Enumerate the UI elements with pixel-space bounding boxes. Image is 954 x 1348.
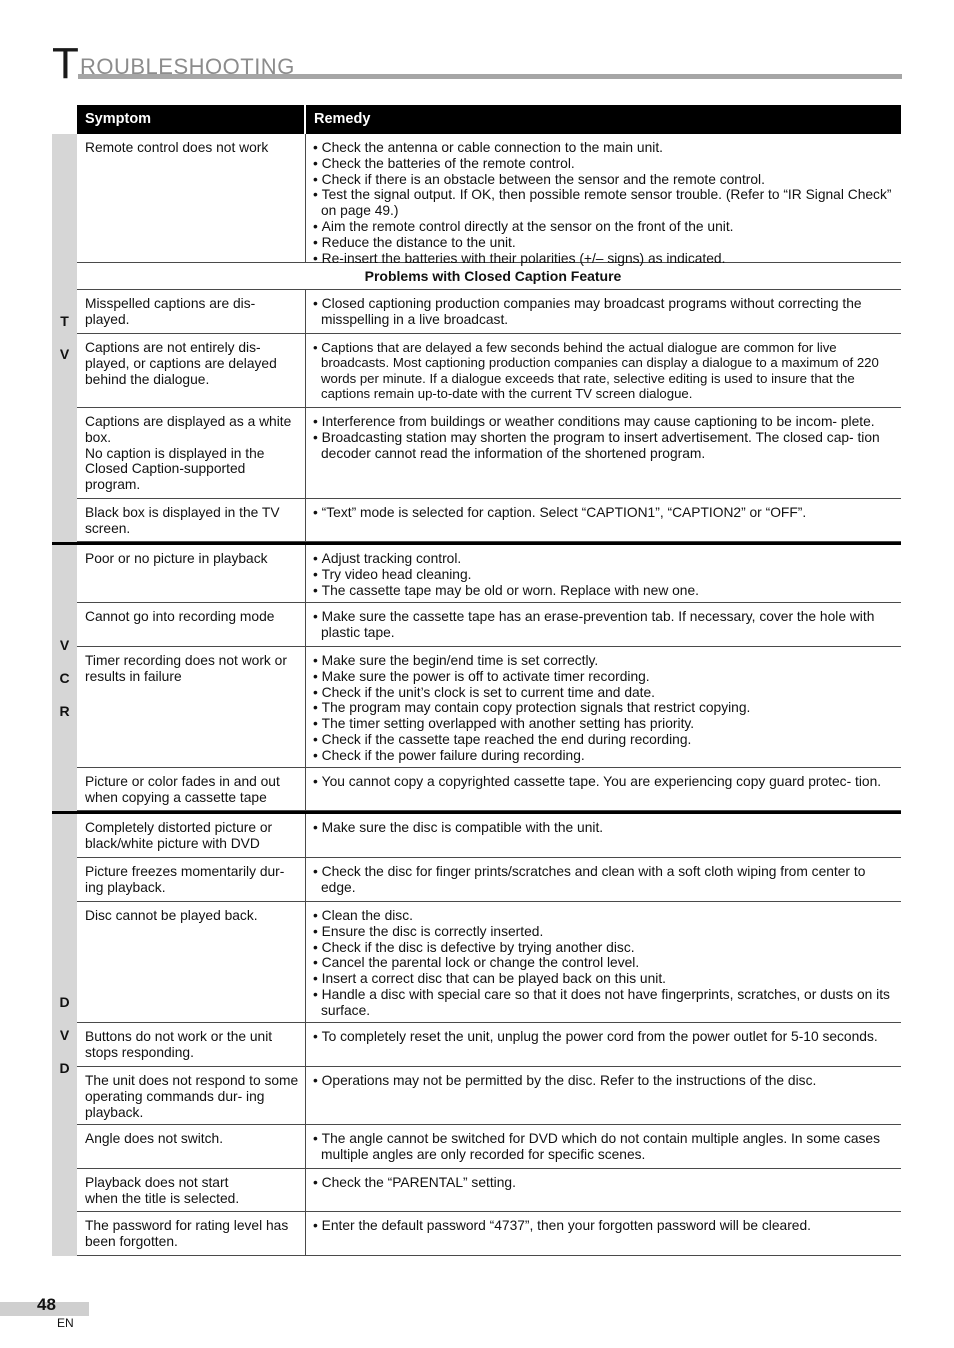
remedy-column-header: Remedy (314, 111, 371, 127)
table-row (77, 334, 901, 408)
remedy-item: • Make sure the power is off to activate timer recording. (313, 669, 895, 685)
symptom-cell (77, 858, 306, 901)
symptom-text: Remote control does not work (85, 140, 269, 155)
symptom-text: Buttons do not work or the unit stops responding. (85, 1029, 273, 1060)
remedy-list (313, 653, 895, 764)
table-row (77, 499, 901, 542)
section-side-letter: D (59, 993, 70, 1010)
symptom-text: Playback does not start (85, 1175, 229, 1190)
symptom-text: Disc cannot be played back. (85, 908, 258, 923)
remedy-cell (306, 334, 901, 407)
section-side-letter: D (59, 1059, 70, 1076)
remedy-item: • Broadcasting station may shorten the program to insert advertisement. The closed cap- tion decoder cannot read the information of the shortened program. (313, 430, 895, 462)
symptom-cell (77, 647, 306, 767)
remedy-cell (306, 1125, 901, 1168)
section-side-letter: T (60, 313, 69, 329)
symptom-cell (77, 768, 306, 810)
remedy-cell (306, 902, 901, 1022)
remedy-cell (306, 1067, 901, 1124)
remedy-cell (306, 134, 901, 266)
remedy-item: • Make sure the disc is compatible with the unit. (313, 820, 895, 836)
table-row (77, 408, 901, 499)
remedy-list (313, 551, 895, 598)
section-rows (77, 134, 901, 542)
remedy-item: • Try video head cleaning. (313, 567, 895, 583)
remedy-list (313, 340, 895, 401)
table-row (77, 647, 901, 768)
remedy-item: • Interference from buildings or weather conditions may cause captioning to be incom- plete. (313, 414, 895, 430)
symptom-cell (77, 603, 306, 646)
symptom-text: The password for rating level has been forgotten. (85, 1218, 289, 1249)
symptom-text: No caption is displayed in the Closed Caption-supported program. (85, 445, 265, 493)
remedy-item: • The angle cannot be switched for DVD which do not contain multiple angles. In some cases multiple angles are only recorded for specific scenes. (313, 1131, 895, 1163)
remedy-item: • Make sure the begin/end time is set correctly. (313, 653, 895, 669)
remedy-item: • Handle a disc with special care so that it does not have fingerprints, scratches, or dusts on its surface. (313, 987, 895, 1019)
symptom-text: Angle does not switch. (85, 1131, 224, 1146)
remedy-item: • Check if the power failure during recording. (313, 748, 895, 764)
section-side-letter: V (59, 346, 70, 362)
troubleshooting-table (52, 105, 901, 1256)
remedy-cell (306, 1023, 901, 1066)
symptom-cell (77, 134, 306, 262)
remedy-item: • Cancel the parental lock or change the control level. (313, 955, 895, 971)
section-side-label (52, 545, 77, 811)
remedy-cell (306, 545, 901, 602)
symptom-cell (77, 334, 306, 407)
remedy-list (313, 1029, 895, 1045)
remedy-item: • The timer setting overlapped with another setting has priority. (313, 716, 895, 732)
remedy-item: • Closed captioning production companies may broadcast programs without correcting the misspelling in a live broadcast. (313, 296, 895, 328)
language-label: EN (57, 1316, 74, 1330)
section-side-letter: R (59, 702, 70, 719)
symptom-cell (77, 290, 306, 333)
remedy-item: • Reduce the distance to the unit. (313, 235, 895, 251)
table-row (77, 1212, 901, 1256)
section-side-letter: C (59, 669, 70, 686)
remedy-list (313, 1175, 895, 1191)
remedy-cell (306, 814, 901, 857)
remedy-item: • Clean the disc. (313, 908, 895, 924)
symptom-cell (77, 1169, 306, 1211)
remedy-item: • Check the batteries of the remote control. (313, 156, 895, 172)
remedy-cell (306, 290, 901, 333)
page-number: 48 (37, 1295, 56, 1314)
symptom-text: The unit does not respond to some operating commands dur- ing playback. (85, 1073, 299, 1120)
remedy-item: • Aim the remote control directly at the sensor on the front of the unit. (313, 219, 895, 235)
table-row (77, 768, 901, 811)
remedy-list (313, 908, 895, 1019)
title-rest: ROUBLESHOOTING (80, 54, 295, 79)
remedy-list (313, 820, 895, 836)
remedy-cell (306, 603, 901, 646)
remedy-item: • Re-insert the batteries with their polarities (+/– signs) as indicated. (313, 251, 895, 267)
symptom-cell (77, 499, 306, 541)
symptom-text: Misspelled captions are dis- played. (85, 296, 256, 327)
table-row (77, 603, 901, 647)
table-row (77, 1023, 901, 1067)
symptom-cell (77, 1023, 306, 1066)
remedy-list (313, 864, 895, 896)
symptom-cell (77, 902, 306, 1022)
symptom-cell (77, 814, 306, 857)
remedy-list (313, 774, 895, 790)
remedy-item: • Check if the cassette tape reached the end during recording. (313, 732, 895, 748)
remedy-list (313, 296, 895, 328)
table-body (52, 134, 901, 1256)
remedy-item: • Check the “PARENTAL” setting. (313, 1175, 895, 1191)
section-tv (52, 134, 901, 542)
symptom-text: Poor or no picture in playback (85, 551, 268, 566)
symptom-cell (77, 545, 306, 602)
symptom-cell (77, 1212, 306, 1255)
remedy-list (313, 1131, 895, 1163)
remedy-cell (306, 1169, 901, 1211)
section-side-letter: V (59, 636, 70, 653)
symptom-text: Timer recording does not work or results in failure (85, 653, 287, 684)
remedy-list (313, 609, 895, 641)
symptom-text: Black box is displayed in the TV screen. (85, 505, 280, 536)
remedy-item: • Check if the unit’s clock is set to current time and date. (313, 685, 895, 701)
remedy-list (313, 1218, 895, 1234)
table-row (77, 545, 901, 603)
remedy-list (313, 1073, 895, 1089)
remedy-item: • The cassette tape may be old or worn. Replace with new one. (313, 583, 895, 599)
remedy-cell (306, 647, 901, 767)
page-title (52, 39, 902, 88)
title-initial: T (52, 39, 79, 88)
symptom-cell (77, 408, 306, 498)
symptom-text: Captions are displayed as a white box. (85, 414, 292, 445)
remedy-cell (306, 1212, 901, 1255)
remedy-cell (306, 858, 901, 901)
remedy-item: • Enter the default password “4737”, then your forgotten password will be cleared. (313, 1218, 895, 1234)
table-subheading: Problems with Closed Caption Feature (77, 263, 901, 290)
remedy-item: • Check the disc for finger prints/scratches and clean with a soft cloth wiping from center to edge. (313, 864, 895, 896)
remedy-cell (306, 408, 901, 498)
remedy-item: • Operations may not be permitted by the disc. Refer to the instructions of the disc. (313, 1073, 895, 1089)
remedy-list (313, 414, 895, 461)
symptom-text: Captions are not entirely dis- played, or captions are delayed behind the dialogue. (85, 340, 277, 387)
remedy-item: • Insert a correct disc that can be played back on this unit. (313, 971, 895, 987)
section-rows (77, 545, 901, 811)
remedy-item: • Check the antenna or cable connection to the main unit. (313, 140, 895, 156)
remedy-item: • Ensure the disc is correctly inserted. (313, 924, 895, 940)
symptom-text: when the title is selected. (85, 1190, 240, 1206)
table-row (77, 1067, 901, 1125)
section-side-label (52, 814, 77, 1256)
remedy-cell (306, 768, 901, 810)
symptom-cell (77, 1125, 306, 1168)
remedy-item: • You cannot copy a copyrighted cassette tape. You are experiencing copy guard protec- tion. (313, 774, 895, 790)
remedy-list (313, 505, 895, 521)
table-row (77, 814, 901, 858)
symptom-text: Completely distorted picture or black/white picture with DVD (85, 820, 273, 851)
table-header (77, 105, 901, 134)
remedy-item: • Make sure the cassette tape has an erase-prevention tab. If necessary, cover the hole with plastic tape. (313, 609, 895, 641)
table-row (77, 902, 901, 1023)
section-dvd (52, 811, 901, 1256)
remedy-cell (306, 499, 901, 541)
remedy-item: • Check if the disc is defective by trying another disc. (313, 940, 895, 956)
symptom-cell (77, 1067, 306, 1124)
remedy-item: • The program may contain copy protection signals that restrict copying. (313, 700, 895, 716)
remedy-item: • Adjust tracking control. (313, 551, 895, 567)
table-row (77, 858, 901, 902)
section-vcr (52, 542, 901, 811)
remedy-item: • Test the signal output. If OK, then possible remote sensor trouble. (Refer to “IR Signal Check” on page 49.) (313, 187, 895, 219)
table-row (77, 290, 901, 334)
symptom-text: Picture or color fades in and out when copying a cassette tape (85, 774, 280, 805)
remedy-item: • Captions that are delayed a few seconds behind the actual dialogue are common for live broadcasts. Most captioning production companies can display a dialogue to a maximum of 220 words per minute. If a dialogue exceeds that rate, selective editing is used to insure that the captions remain up-to-date with the current TV screen dialogue. (313, 340, 895, 401)
symptom-column-header: Symptom (77, 105, 306, 134)
table-row (77, 1169, 901, 1212)
remedy-list (313, 140, 895, 266)
table-row (77, 1125, 901, 1169)
remedy-item: • “Text” mode is selected for caption. Select “CAPTION1”, “CAPTION2” or “OFF”. (313, 505, 895, 521)
section-side-letter: V (59, 1026, 70, 1043)
symptom-text: Cannot go into recording mode (85, 609, 275, 624)
section-rows (77, 814, 901, 1256)
section-side-label (52, 134, 77, 542)
table-row (77, 134, 901, 266)
remedy-item: • To completely reset the unit, unplug the power cord from the power outlet for 5-10 seconds. (313, 1029, 895, 1045)
remedy-item: • Check if there is an obstacle between the sensor and the remote control. (313, 172, 895, 188)
symptom-text: Picture freezes momentarily dur- ing playback. (85, 864, 285, 895)
